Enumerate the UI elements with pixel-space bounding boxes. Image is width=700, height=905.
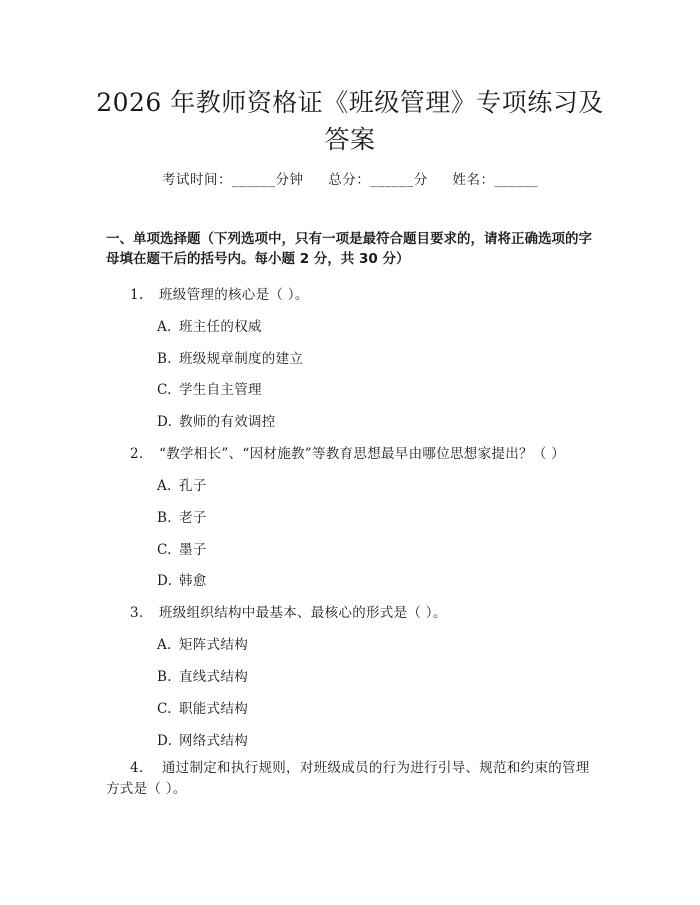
option-text: 学生自主管理 — [179, 382, 262, 398]
option-text: 老子 — [179, 510, 207, 526]
option-3a — [157, 633, 248, 653]
option-3b — [157, 665, 248, 685]
document-title — [80, 84, 620, 158]
option-letter: D. — [157, 733, 173, 749]
question-number: 3. — [130, 605, 144, 621]
option-text: 班主任的权威 — [179, 319, 262, 335]
option-3d — [157, 729, 248, 749]
option-1c — [157, 378, 262, 398]
option-letter: D. — [157, 414, 173, 430]
option-letter: A. — [157, 637, 172, 653]
option-text: 墨子 — [179, 542, 207, 558]
question-text: 班级管理的核心是（ ）。 — [159, 287, 309, 303]
title-line-2: 答案 — [324, 125, 376, 154]
question-1 — [130, 283, 309, 303]
option-3c — [157, 697, 248, 717]
question-number: 1. — [130, 287, 144, 303]
question-text: “教学相长”、“因材施教”等教育思想最早由哪位思想家提出？（ ） — [159, 446, 565, 462]
option-text: 班级规章制度的建立 — [179, 351, 304, 367]
option-letter: B. — [157, 351, 172, 367]
title-line-1: 2026 年教师资格证《班级管理》专项练习及 — [96, 88, 604, 117]
question-4 — [106, 758, 598, 800]
option-letter: B. — [157, 510, 172, 526]
option-text: 韩愈 — [179, 573, 207, 589]
option-2d — [157, 569, 207, 589]
option-letter: A. — [157, 478, 172, 494]
option-2a — [157, 474, 207, 494]
option-1a — [157, 315, 262, 335]
question-3 — [130, 601, 447, 621]
option-letter: B. — [157, 669, 172, 685]
option-text: 网络式结构 — [179, 733, 248, 749]
option-2c — [157, 538, 207, 558]
exam-time: 考试时间：______分钟 — [161, 172, 304, 188]
option-text: 矩阵式结构 — [179, 637, 248, 653]
student-name: 姓名：______ — [452, 172, 539, 188]
section-heading: 一、单项选择题（下列选项中，只有一项是最符合题目要求的，请将正确选项的字母填在题干后的括号内。每小题 2 分，共 30 分） — [106, 231, 592, 267]
question-2 — [130, 442, 565, 462]
question-text: 通过制定和执行规则，对班级成员的行为进行引导、规范和约束的管理方式是（ ）。 — [106, 760, 590, 797]
option-text: 教师的有效调控 — [179, 414, 276, 430]
option-text: 直线式结构 — [179, 669, 248, 685]
option-letter: D. — [157, 573, 173, 589]
option-2b — [157, 506, 207, 526]
option-1b — [157, 347, 303, 367]
option-1d — [157, 410, 276, 430]
option-letter: C. — [157, 701, 172, 717]
question-text: 班级组织结构中最基本、最核心的形式是（ ）。 — [159, 605, 447, 621]
option-text: 孔子 — [179, 478, 207, 494]
total-score: 总分：______分 — [328, 172, 428, 188]
option-text: 职能式结构 — [179, 701, 248, 717]
option-letter: A. — [157, 319, 172, 335]
option-letter: C. — [157, 382, 172, 398]
exam-meta — [0, 168, 700, 188]
question-number: 2. — [130, 446, 144, 462]
question-number: 4. — [130, 760, 144, 776]
option-letter: C. — [157, 542, 172, 558]
